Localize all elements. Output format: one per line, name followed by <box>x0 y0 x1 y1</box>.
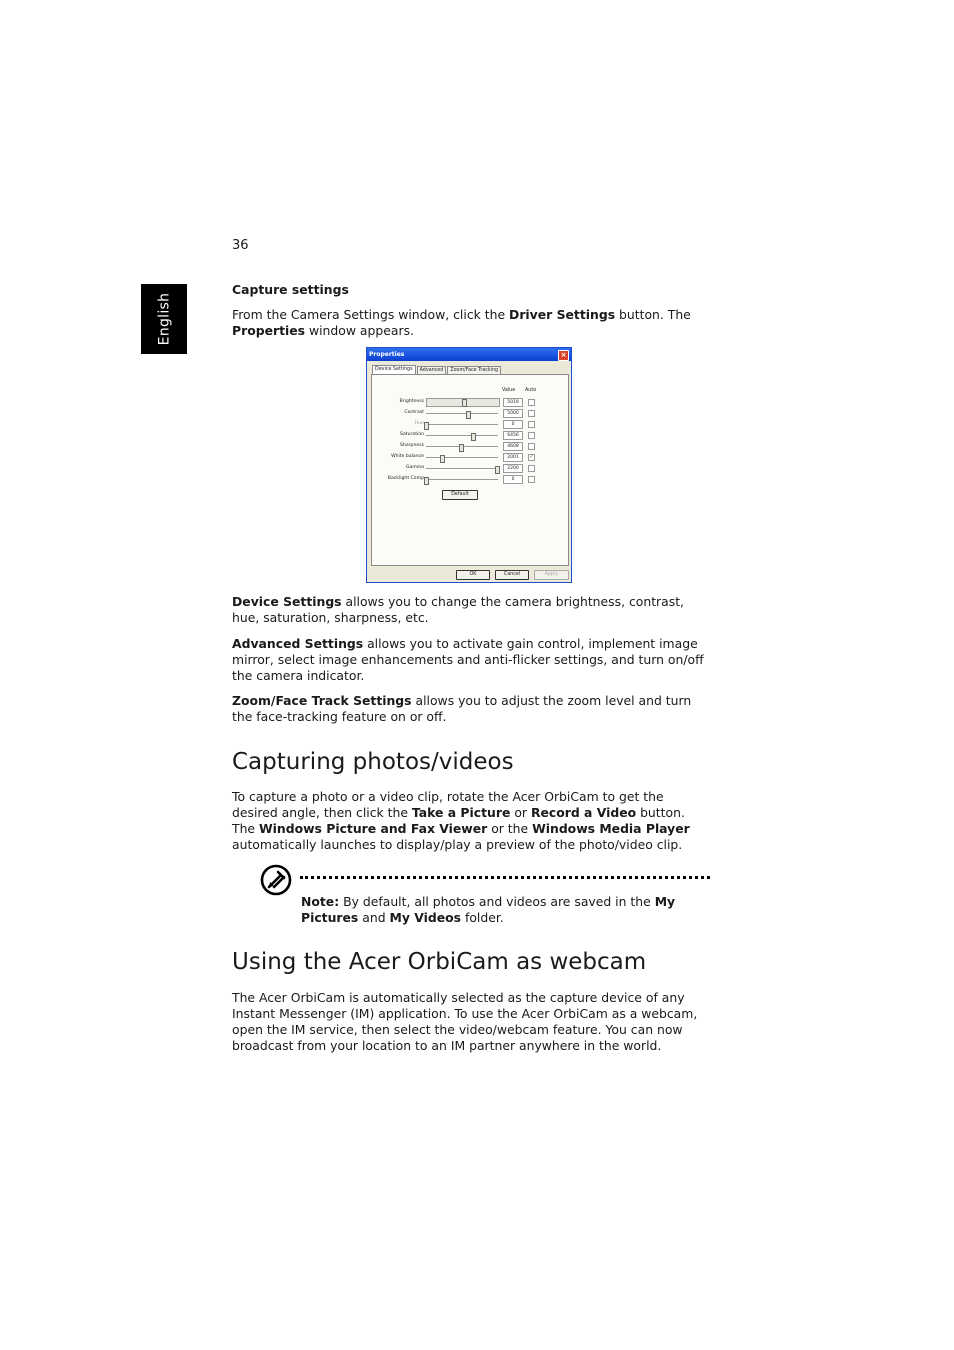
setting-label: Gamma <box>405 465 424 470</box>
setting-row <box>372 475 570 485</box>
auto-column-header: Auto <box>525 388 537 393</box>
cancel-button[interactable]: Cancel <box>495 570 529 580</box>
setting-slider[interactable] <box>426 435 498 437</box>
auto-checkbox[interactable] <box>528 443 535 450</box>
setting-slider[interactable] <box>426 446 498 448</box>
device-settings-panel <box>371 374 569 566</box>
advanced-settings-description: Advanced Settings allows you to activate gain control, implement image mirror, select image enhancements and anti-flicker settings, and turn on/off the camera indicator. <box>232 636 704 683</box>
note-icon <box>260 864 292 896</box>
setting-row <box>372 398 570 408</box>
slider-thumb[interactable] <box>495 466 500 474</box>
dialog-title: Properties <box>369 351 405 358</box>
note-divider <box>300 876 710 879</box>
section-heading-capture-settings: Capture settings <box>232 282 349 297</box>
default-button[interactable]: Default <box>442 490 478 500</box>
setting-row <box>372 409 570 419</box>
language-side-tab <box>141 284 187 354</box>
setting-row <box>372 420 570 430</box>
close-icon[interactable]: × <box>558 350 569 361</box>
ok-button[interactable]: OK <box>456 570 490 580</box>
apply-button[interactable]: Apply <box>534 570 569 580</box>
dialog-title-bar <box>367 348 571 361</box>
auto-checkbox[interactable] <box>528 410 535 417</box>
auto-checkbox[interactable] <box>528 421 535 428</box>
slider-thumb[interactable] <box>471 433 476 441</box>
language-label: English <box>156 292 172 346</box>
slider-thumb[interactable] <box>459 444 464 452</box>
setting-value-field[interactable]: 0 <box>503 475 523 484</box>
setting-row <box>372 464 570 474</box>
setting-label: Brightness <box>399 399 424 404</box>
device-settings-description: Device Settings allows you to change the camera brightness, contrast, hue, saturation, sharpness, etc. <box>232 594 684 625</box>
tab-zoom-face-tracking[interactable]: Zoom/Face Tracking <box>447 366 501 375</box>
slider-thumb[interactable] <box>424 477 429 485</box>
setting-label: Sharpness <box>400 443 424 448</box>
slider-thumb[interactable] <box>424 422 429 430</box>
setting-value-field[interactable]: 2001 <box>503 453 523 462</box>
auto-checkbox[interactable] <box>528 476 535 483</box>
tab-device-settings[interactable]: Device Settings <box>372 365 416 375</box>
setting-slider[interactable] <box>426 457 498 459</box>
setting-label: Contrast <box>404 410 424 415</box>
auto-checkbox[interactable] <box>528 465 535 472</box>
setting-label: White balance <box>391 454 424 459</box>
setting-value-field[interactable]: 4608 <box>503 442 523 451</box>
capturing-paragraph: To capture a photo or a video clip, rotate the Acer OrbiCam to get the desired angle, then click the Take a Picture or Record a Video button. The Windows Picture and Fax Viewer or the Windows Media Player automatically launches to display/play a preview of the photo/video clip. <box>232 789 690 852</box>
slider-thumb[interactable] <box>462 399 467 407</box>
setting-value-field[interactable]: 2200 <box>503 464 523 473</box>
setting-value-field[interactable]: 6456 <box>503 431 523 440</box>
setting-value-field[interactable]: 5000 <box>503 409 523 418</box>
properties-dialog <box>366 347 572 583</box>
setting-slider[interactable] <box>426 398 500 407</box>
auto-checkbox[interactable] <box>528 399 535 406</box>
setting-slider[interactable] <box>426 424 498 426</box>
auto-checkbox[interactable] <box>528 432 535 439</box>
setting-value-field[interactable]: 5019 <box>503 398 523 407</box>
setting-label: Saturation <box>400 432 424 437</box>
setting-row <box>372 431 570 441</box>
heading-capturing-photos-videos: Capturing photos/videos <box>232 749 514 775</box>
tab-advanced[interactable]: Advanced <box>417 366 447 375</box>
note-text: Note: By default, all photos and videos are saved in the My Pictures and My Videos folder. <box>301 894 676 925</box>
setting-row <box>372 453 570 463</box>
webcam-paragraph: The Acer OrbiCam is automatically selected as the capture device of any Instant Messenger (IM) application. To use the Acer OrbiCam as a webcam, open the IM service, then select the video/webcam feature. You can now broadcast from your location to an IM partner anywhere in the world. <box>232 990 698 1053</box>
zoom-settings-description: Zoom/Face Track Settings allows you to adjust the zoom level and turn the face-tracking feature on or off. <box>232 693 692 724</box>
auto-checkbox[interactable]: ✓ <box>529 454 534 460</box>
setting-row <box>372 442 570 452</box>
setting-slider[interactable] <box>426 479 498 481</box>
slider-thumb[interactable] <box>440 455 445 463</box>
capture-settings-intro: From the Camera Settings window, click the Driver Settings button. The Properties window appears. <box>232 307 691 338</box>
setting-slider[interactable] <box>426 413 498 415</box>
setting-slider[interactable] <box>426 468 498 470</box>
page-number: 36 <box>232 238 249 253</box>
value-column-header: Value <box>502 388 516 393</box>
heading-using-orbicam-as-webcam: Using the Acer OrbiCam as webcam <box>232 949 647 975</box>
setting-label: Backlight Comp <box>387 476 424 481</box>
setting-label: Hue <box>414 421 424 426</box>
setting-value-field[interactable]: 0 <box>503 420 523 429</box>
slider-thumb[interactable] <box>466 411 471 419</box>
